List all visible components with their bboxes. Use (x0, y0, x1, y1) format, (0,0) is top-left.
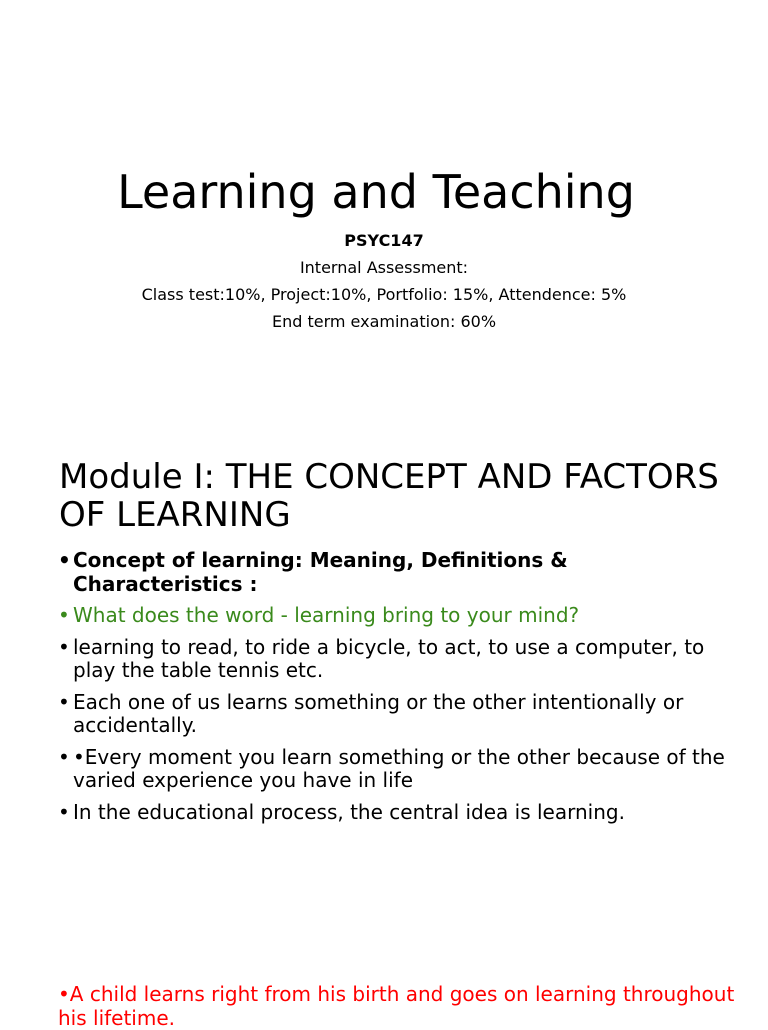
course-info (0, 227, 768, 335)
assessment-heading: Internal Assessment: (299, 258, 469, 277)
bullet-text: Concept of learning: Meaning, Definitions & Characteristics : (73, 548, 568, 596)
assessment-breakdown: Class test:10%, Project:10%, Portfolio: 15%, Attendence: 5% (141, 285, 627, 304)
end-term-exam: End term examination: 60% (271, 312, 497, 331)
slide-title: Learning and Teaching (117, 165, 635, 219)
lifelong-learning-text: •A child learns right from his birth and goes on learning throughout his lifetime. (58, 982, 735, 1030)
bullet-marker: • (58, 548, 71, 572)
bullet-marker: • (58, 689, 70, 714)
bullet-list (58, 549, 738, 832)
course-code: PSYC147 (344, 231, 424, 250)
bullet-item (58, 746, 738, 793)
bullet-marker: • (58, 634, 70, 659)
bullet-text: •Every moment you learn something or the other because of the varied experience you have in life (73, 744, 725, 792)
bullet-item (58, 604, 738, 628)
bullet-item (58, 801, 738, 825)
bullet-text: learning to read, to ride a bicycle, to act, to use a computer, to play the table tennis etc. (73, 634, 705, 682)
bullet-marker: • (58, 603, 70, 627)
bullet-text: In the educational process, the central idea is learning. (73, 799, 625, 824)
bullet-item (58, 691, 738, 738)
bullet-marker: • (58, 799, 70, 824)
bullet-item (58, 636, 738, 683)
bullet-text: Each one of us learns something or the other intentionally or accidentally. (73, 689, 684, 737)
module-heading: Module I: THE CONCEPT AND FACTORS OF LEARNING (59, 457, 719, 535)
bullet-marker: • (58, 744, 70, 769)
bullet-text: What does the word - learning bring to your mind? (73, 603, 580, 627)
bullet-item (58, 549, 738, 596)
